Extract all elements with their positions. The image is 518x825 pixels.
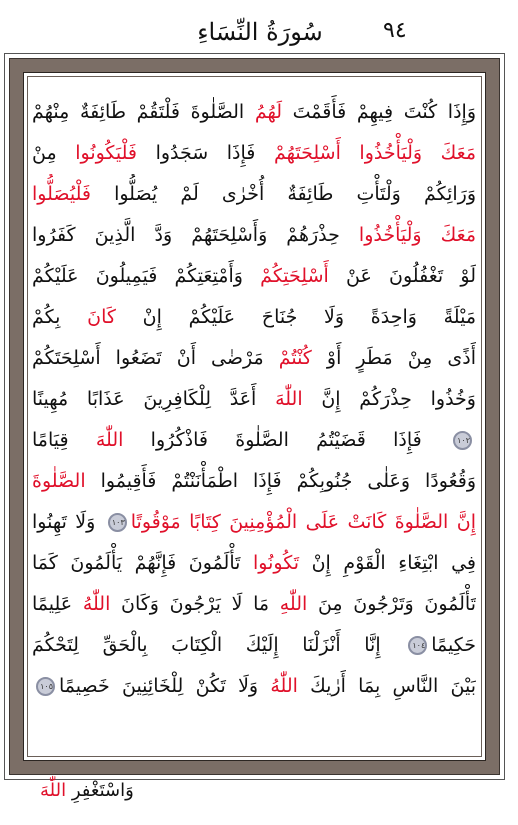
- verse-line: [32, 420, 476, 461]
- verse-text: مِنْ: [32, 142, 76, 164]
- verse-text-block: [32, 92, 476, 707]
- verse-line: [32, 133, 476, 174]
- page-header: [0, 18, 518, 54]
- verse-text: وَقُعُودًا وَعَلٰى جُنُوبِكُمْ فَإِذَا اطْمَأْنَنْتُمْ فَأَقِيمُوا: [85, 470, 476, 492]
- verse-text: بِكُمْ: [32, 306, 88, 328]
- verse-text: وَلَا تَهِنُوا: [32, 511, 104, 533]
- verse-text: وَرَائِكُمْ وَلْتَأْتِ طَائِفَةٌ أُخْرٰى لَمْ يُصَلُّوا: [90, 183, 476, 205]
- highlighted-word: أَسْلِحَتِكُمْ: [260, 265, 329, 287]
- verse-line: [32, 584, 476, 625]
- highlighted-word: اللّٰهِ: [279, 593, 308, 615]
- catchword-prefix: وَاسْتَغْفِرِ: [71, 780, 134, 801]
- verse-text: عَلِيمًا: [32, 593, 83, 615]
- highlighted-word: مَعَكَ وَلْيَأْخُذُوا أَسْلِحَتَهُمْ: [273, 142, 476, 164]
- catchword-divine-name: اللّٰهَ: [40, 780, 67, 801]
- highlighted-word: فَلْيُصَلُّوا: [32, 183, 91, 205]
- verse-line: [32, 256, 476, 297]
- verse-text: أَذًى مِنْ مَطَرٍ أَوْ: [311, 347, 476, 369]
- surah-title: سُورَةُ النِّسَاءِ: [197, 18, 323, 46]
- verse-text: مَا لَا يَرْجُونَ وَكَانَ: [110, 593, 280, 615]
- verse-text: تَأْلَمُونَ فَإِنَّهُمْ يَأْلَمُونَ كَمَا: [32, 552, 254, 574]
- highlighted-word: كَانَ: [87, 306, 116, 328]
- verse-line: [32, 502, 476, 543]
- highlighted-word: مَعَكَ وَلْيَأْخُذُوا: [358, 224, 476, 246]
- ayah-end-marker-icon: ١٠٤: [408, 636, 427, 655]
- highlighted-word: اللّٰهُ: [82, 593, 111, 615]
- verse-line: [32, 338, 476, 379]
- verse-text: الصَّلٰوةَ فَلْتَقُمْ طَائِفَةٌ مِنْهُمْ: [32, 101, 255, 123]
- verse-text: مَيْلَةً وَاحِدَةً وَلَا جُنَاحَ عَلَيْكُمْ إِنْ: [115, 306, 476, 328]
- highlighted-word: كُنْتُمْ: [278, 347, 312, 369]
- verse-text: إِنَّا أَنْزَلْنَا إِلَيْكَ الْكِتَابَ بِالْحَقِّ لِتَحْكُمَ: [32, 634, 405, 656]
- verse-text: حَكِيمًا: [431, 634, 476, 656]
- verse-line: [32, 92, 476, 133]
- verse-line: [32, 215, 476, 256]
- highlighted-word: تَكُونُوا: [253, 552, 299, 574]
- verse-text: حِذْرَهُمْ وَأَسْلِحَتَهُمْ وَدَّ الَّذِينَ كَفَرُوا: [32, 224, 359, 246]
- verse-text: وَخُذُوا حِذْرَكُمْ إِنَّ: [302, 388, 476, 410]
- highlighted-word: فَلْيَكُونُوا: [75, 142, 138, 164]
- verse-text: لَوْ تَغْفُلُونَ عَنْ: [328, 265, 476, 287]
- ayah-end-marker-icon: ١٠٥: [36, 677, 55, 696]
- ayah-end-marker-icon: ١٠٣: [108, 513, 127, 532]
- verse-line: [32, 543, 476, 584]
- verse-text: وَأَمْتِعَتِكُمْ فَيَمِيلُونَ عَلَيْكُمْ: [32, 265, 261, 287]
- verse-line: [32, 297, 476, 338]
- ayah-end-marker-icon: ١٠٢: [453, 431, 472, 450]
- verse-line: [32, 174, 476, 215]
- verse-text: بَيْنَ النَّاسِ بِمَا أَرٰيكَ: [297, 675, 476, 697]
- highlighted-word: اللّٰهُ: [270, 675, 298, 697]
- verse-line: [32, 666, 476, 707]
- verse-text: فَإِذَا قَضَيْتُمُ الصَّلٰوةَ فَاذْكُرُوا: [123, 429, 449, 451]
- verse-text: أَعَدَّ لِلْكَافِرِينَ عَذَابًا مُهِينًا: [32, 388, 276, 410]
- catchword: [40, 780, 134, 801]
- verse-text: فِي ابْتِغَاءِ الْقَوْمِ إِنْ: [299, 552, 476, 574]
- verse-line: [32, 379, 476, 420]
- highlighted-word: الصَّلٰوةَ: [32, 470, 86, 492]
- highlighted-word: اللّٰهَ: [275, 388, 303, 410]
- page-number: ٩٤: [383, 18, 407, 43]
- verse-line: [32, 625, 476, 666]
- verse-text: مَرْضٰى أَنْ تَضَعُوا أَسْلِحَتَكُمْ: [32, 347, 279, 369]
- verse-text: قِيَامًا: [32, 429, 96, 451]
- verse-line: [32, 461, 476, 502]
- verse-text: فَإِذَا سَجَدُوا: [137, 142, 274, 164]
- verse-text: وَإِذَا كُنْتَ فِيهِمْ فَأَقَمْتَ: [282, 101, 476, 123]
- highlighted-word: لَهُمُ: [254, 101, 283, 123]
- highlighted-word: اللّٰهَ: [95, 429, 124, 451]
- verse-text: وَلَا تَكُنْ لِلْخَائِنِينَ خَصِيمًا: [59, 675, 271, 697]
- highlighted-word: إِنَّ الصَّلٰوةَ كَانَتْ عَلَى الْمُؤْمِنِينَ كِتَابًا مَوْقُوتًا: [130, 511, 476, 533]
- verse-text: تَأْلَمُونَ وَتَرْجُونَ مِنَ: [307, 593, 476, 615]
